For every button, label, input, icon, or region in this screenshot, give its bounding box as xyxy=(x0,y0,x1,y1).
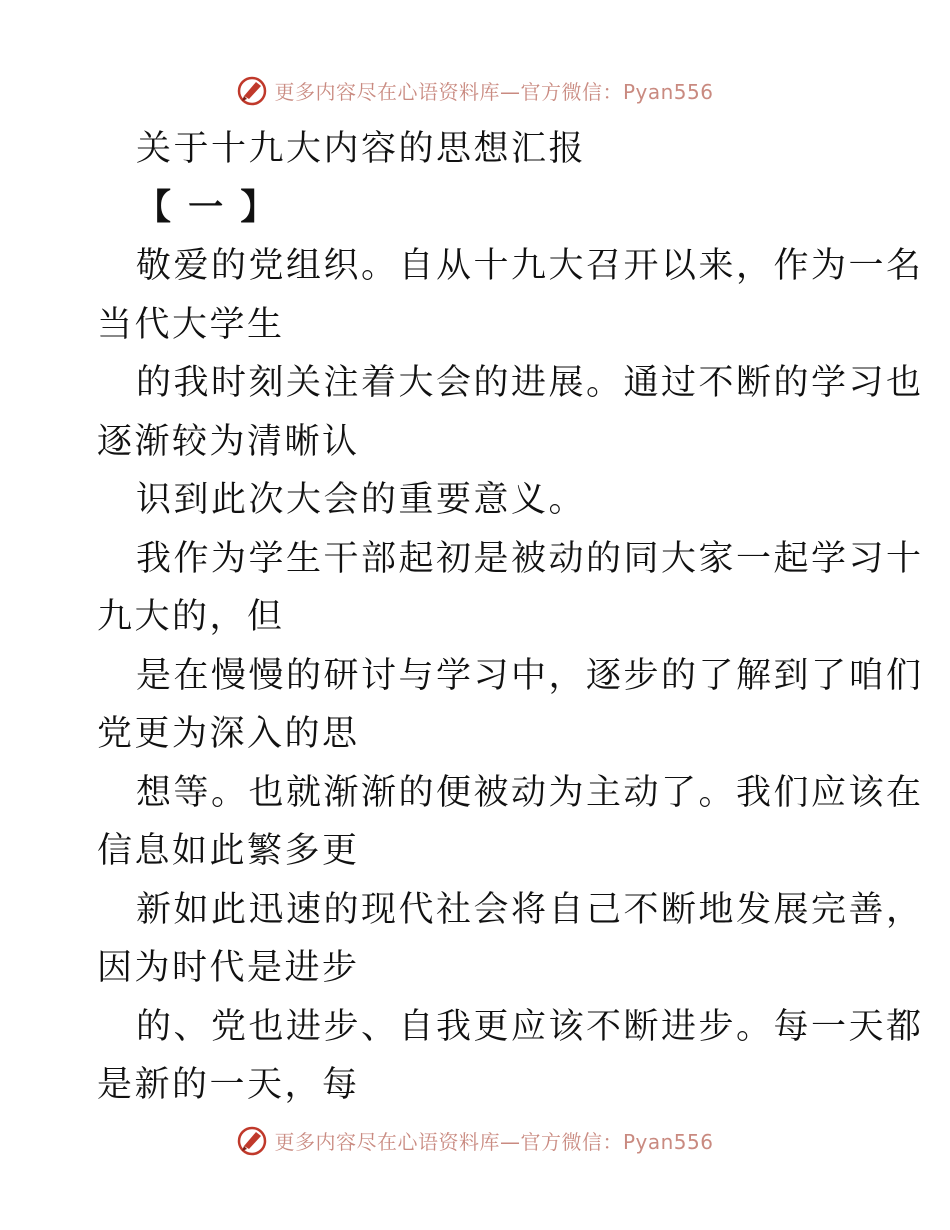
pen-logo-icon xyxy=(236,1124,268,1156)
document-title: 关于十九大内容的思想汇报 xyxy=(136,129,587,169)
paragraph-line: 的我时刻关注着大会的进展。通过不断的学习也 xyxy=(136,363,924,403)
paragraph-line: 因为时代是进步 xyxy=(97,948,360,988)
body-text xyxy=(97,237,924,1115)
paragraph-line: 当代大学生 xyxy=(97,304,285,345)
paragraph-line: 想等。也就渐渐的便被动为主动了。我们应该在 xyxy=(136,772,924,813)
header-watermark xyxy=(0,70,950,110)
paragraph-line: 我作为学生干部起初是被动的同大家一起学习十 xyxy=(136,538,924,579)
paragraph-line: 新如此迅速的现代社会将自己不断地发展完善， xyxy=(136,889,924,930)
paragraph-line: 党更为深入的思 xyxy=(97,714,360,754)
footer-watermark xyxy=(0,1120,950,1160)
paragraph-line: 识到此次大会的重要意义。 xyxy=(136,480,587,520)
watermark-text: 更多内容尽在心语资料库—官方微信：Pyan556 xyxy=(274,1129,714,1154)
paragraph-line: 敬爱的党组织。自从十九大召开以来，作为一名 xyxy=(136,246,924,286)
pen-logo-icon xyxy=(236,74,268,106)
paragraph-line: 是新的一天，每 xyxy=(97,1065,360,1105)
document-body xyxy=(97,120,924,1115)
section-marker: 【 一 】 xyxy=(136,186,278,228)
paragraph-line: 九大的，但 xyxy=(97,597,285,637)
paragraph-line: 是在慢慢的研讨与学习中，逐步的了解到了咱们 xyxy=(136,655,924,696)
paragraph-line: 的、党也进步、自我更应该不断进步。每一天都 xyxy=(136,1006,924,1047)
paragraph-line: 信息如此繁多更 xyxy=(97,831,360,871)
paragraph-line: 逐渐较为清晰认 xyxy=(97,421,360,462)
watermark-text: 更多内容尽在心语资料库—官方微信：Pyan556 xyxy=(274,79,714,104)
